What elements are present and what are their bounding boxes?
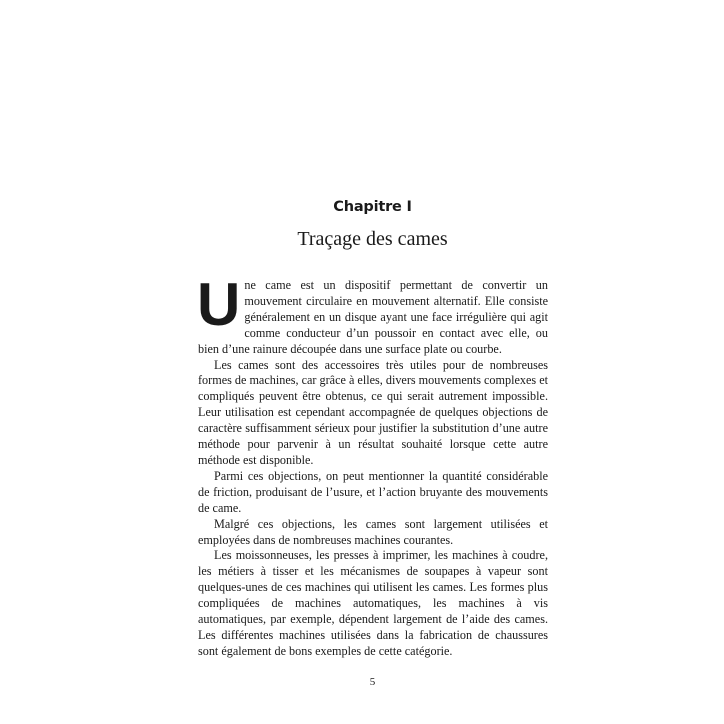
chapter-body [197,271,548,660]
paragraph-text: ne came est un dispositif permettant de convertir un mouvement circulaire en mouvement alternatif. Elle consiste généralement en un disque ayant une face irrégulière qui agit comme conducteur d’un poussoir en contact avec elle, ou bien d’une rainure découpée dans une surface plate ou courbe. [198,278,548,356]
paragraph: Parmi ces objections, on peut mentionner la quantité considérable de friction, produisant de l’usure, et l’action bruyante des mouvements de came. [198,468,548,515]
paragraph: Les cames sont des accessoires très utiles pour de nombreuses formes de machines, car grâce à elles, divers mouvements complexes et compliqués peuvent être obtenus, ce qui serait autrement impossible. Leur utilisation est cependant accompagnée de quelques objections de caractère suffisamment sérieux pour justifier la substitution d’une autre méthode pour parvenir à un résultat souhaité lorsque cette autre méthode est disponible. [198,357,548,467]
page-number: 5 [369,676,376,688]
paragraph: Les moissonneuses, les presses à imprimer, les machines à coudre, les métiers à tisser et les mécanismes de soupapes à vapeur sont quelques-unes de ces machines qui utilisent les cames. Les formes plus compliquées de machines automatiques, les machines à vis automatiques, par exemple, dépendent largement de l’aide des cames. Les différentes machines utilisées dans la fabrication de chaussures sont également de bons exemples de cette catégorie. [198,548,548,658]
drop-cap: U [197,271,241,338]
chapter-label: Chapitre I [333,199,412,215]
paragraph [197,271,548,358]
paragraph: Malgré ces objections, les cames sont largement utilisées et employées dans de nombreuses machines courantes. [198,516,548,547]
chapter-title: Traçage des cames [297,228,448,250]
